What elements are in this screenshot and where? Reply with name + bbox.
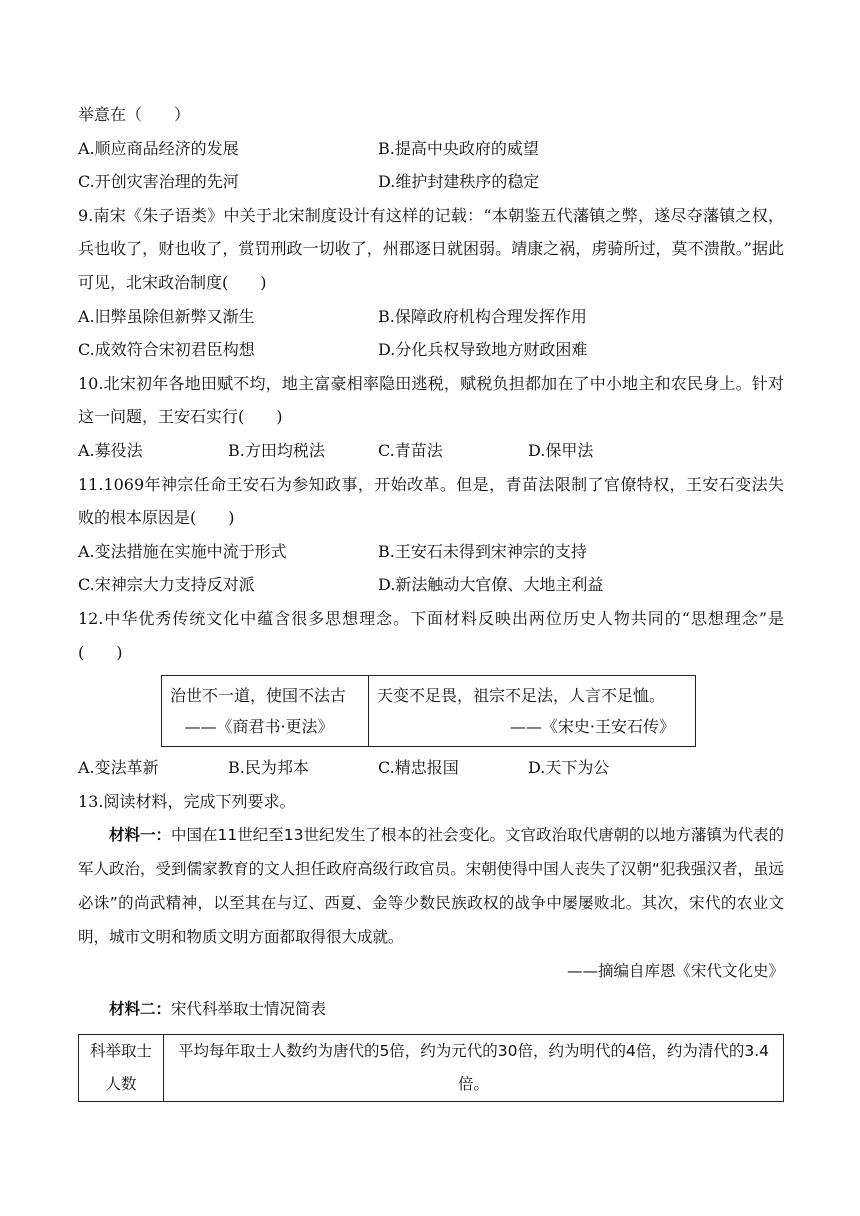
q11-option-c[interactable]: C.宋神宗大力支持反对派 — [78, 575, 255, 595]
q8-options-row1 — [78, 132, 784, 166]
q10-option-d[interactable]: D.保甲法 — [528, 440, 594, 460]
q12-option-a[interactable]: A.变法革新 — [78, 758, 159, 778]
q11-option-b[interactable]: B.王安石未得到宋神宗的支持 — [378, 541, 587, 561]
q10-stem: 10.北宋初年各地田赋不均，地主富豪相率隐田逃税，赋税负担都加在了中小地主和农民身上。针对这一问题，王安石实行( ) — [78, 373, 784, 427]
q9-options-row1 — [78, 300, 784, 334]
q12-quote-cell-2 — [369, 676, 696, 747]
q13-table-value-cell: 平均每年取士人数约为唐代的5倍，约为元代的30倍，约为明代的4倍，约为清代的3.4倍。 — [164, 1035, 784, 1102]
q13-material-2-label: 材料二： — [109, 1000, 172, 1019]
q12-option-d[interactable]: D.天下为公 — [528, 758, 610, 778]
q10-option-c[interactable]: C.青苗法 — [378, 440, 443, 460]
q9-option-d[interactable]: D.分化兵权导致地方财政困难 — [378, 340, 588, 360]
q13-material-2-title: 宋代科举取士情况简表 — [171, 1000, 327, 1019]
table-row — [79, 1035, 784, 1102]
q9-option-a[interactable]: A.旧弊虽除但新弊又渐生 — [78, 306, 255, 326]
q13-material-2-table — [78, 1034, 784, 1102]
q12-stem: 12.中华优秀传统文化中蕴含很多思想理念。下面材料反映出两位历史人物共同的“思想理念”是( ) — [78, 608, 784, 662]
q8-stem-tail: 举意在（ ） — [78, 105, 191, 124]
q13-material-1-text: 中国在11世纪至13世纪发生了根本的社会变化。文官政治取代唐朝的以地方藩镇为代表的军人政治，受到儒家教育的文人担任政府高级行政官员。宋朝使得中国人丧失了汉朝“犯我强汉者，虽远必诛”的尚武精神，以至其在与辽、西夏、金等少数民族政权的战争中屡屡败北。其次，宋代的农业文明，城市文明和物质文明方面都取得很大成就。 — [78, 826, 784, 947]
q11-stem: 11.1069年神宗任命王安石为参知政事，开始改革。但是，青苗法限制了官僚特权，王安石变法失败的根本原因是( ) — [78, 474, 784, 528]
q9-option-c[interactable]: C.成效符合宋初君臣构想 — [78, 340, 255, 360]
q9-stem: 9.南宋《朱子语类》中关于北宋制度设计有这样的记载：“本朝鉴五代藩镇之弊，遂尽夺藩镇之权，兵也收了，财也收了，赏罚刑政一切收了，州郡逐日就困弱。靖康之祸，虏骑所过，莫不溃散。”据此可见，北宋政治制度( ) — [78, 205, 784, 292]
q8-option-c[interactable]: C.开创灾害治理的先河 — [78, 172, 239, 192]
q10-options — [78, 434, 784, 468]
q12-quote-1-source: ——《商君书·更法》 — [184, 717, 334, 737]
q11-options-row2 — [78, 568, 784, 602]
q13-table-header-cell: 科举取士人数 — [79, 1035, 164, 1102]
q8-option-d[interactable]: D.维护封建秩序的稳定 — [378, 172, 540, 192]
q12-option-c[interactable]: C.精忠报国 — [378, 758, 459, 778]
q11-option-a[interactable]: A.变法措施在实施中流于形式 — [78, 541, 287, 561]
q10-option-a[interactable]: A.募役法 — [78, 440, 143, 460]
q9-options-row2 — [78, 333, 784, 367]
q12-options — [78, 751, 784, 785]
q10-option-b[interactable]: B.方田均税法 — [228, 440, 325, 460]
q13-material-1 — [78, 818, 784, 954]
q12-option-b[interactable]: B.民为邦本 — [228, 758, 309, 778]
q13-material-2-heading — [78, 992, 784, 1026]
q8-options-row2 — [78, 165, 784, 199]
q11-option-d[interactable]: D.新法触动大官僚、大地主利益 — [378, 575, 604, 595]
q8-option-a[interactable]: A.顺应商品经济的发展 — [78, 138, 239, 158]
q12-quote-cell-1 — [162, 676, 369, 747]
q13-stem: 13.阅读材料，完成下列要求。 — [78, 791, 296, 811]
q13-material-1-label: 材料一： — [109, 826, 172, 845]
q12-quote-2-text: 天变不足畏，祖宗不足法，人言不足恤。 — [377, 686, 666, 706]
q13-material-1-source: ——摘编自库恩《宋代文化史》 — [566, 962, 784, 981]
q8-option-b[interactable]: B.提高中央政府的威望 — [378, 138, 539, 158]
q11-options-row1 — [78, 535, 784, 569]
q9-option-b[interactable]: B.保障政府机构合理发挥作用 — [378, 306, 587, 326]
exam-page — [78, 98, 784, 1102]
q12-quote-table — [161, 675, 696, 747]
q12-quote-1-text: 治世不一道，使国不法古 — [170, 686, 347, 706]
q12-quote-2-source: ——《宋史·王安石传》 — [509, 717, 675, 737]
